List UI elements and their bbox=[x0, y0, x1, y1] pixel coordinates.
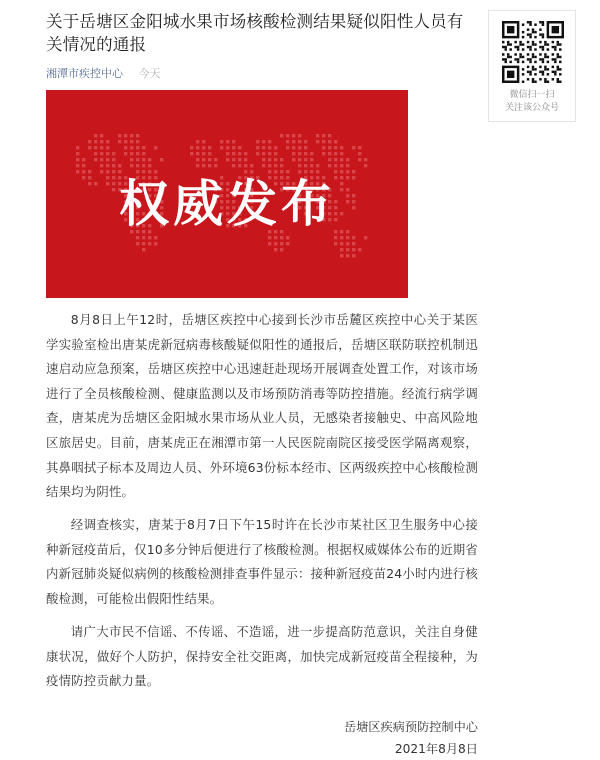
article-body bbox=[46, 308, 478, 694]
banner-title: 权威发布 bbox=[119, 175, 335, 233]
qr-code-icon[interactable] bbox=[502, 21, 564, 83]
article-meta bbox=[46, 66, 478, 82]
qr-card[interactable] bbox=[488, 10, 576, 122]
qr-caption-scan: 微信扫一扫 bbox=[509, 90, 555, 100]
banner-image bbox=[46, 90, 408, 298]
article-title: 关于岳塘区金阳城水果市场核酸检测结果疑似阳性人员有关情况的通报 bbox=[46, 12, 464, 54]
paragraph-1: 8月8日上午12时，岳塘区疾控中心接到长沙市岳麓区疾控中心关于某医学实验室检出唐某虎新冠病毒核酸疑似阳性的通报后，岳塘区联防联控机制迅速启动应急预案，岳塘区疾控中心迅速赶赴现场开展调查处置工作，对该市场进行了全员核酸检测、健康监测以及市场预防消毒等防控措施。经流行病学调查，唐某虎为岳塘区金阳城水果市场从业人员，无感染者接触史、中高风险地区旅居史。目前，唐某虎正在湘潭市第一人民医院南院区接受医学隔离观察，其鼻咽拭子标本及周边人员、外环境63份标本经市、区两级疾控中心核酸检测结果均为阴性。 bbox=[46, 312, 478, 500]
publish-time: 今天 bbox=[138, 67, 161, 80]
paragraph-3: 请广大市民不信谣、不传谣、不造谣，进一步提高防范意识，关注自身健康状况，做好个人防护，保持安全社交距离，加快完成新冠疫苗全程接种，为疫情防控贡献力量。 bbox=[46, 624, 478, 689]
signature-date: 2021年8月8日 bbox=[394, 741, 478, 756]
qr-caption-follow: 关注该公众号 bbox=[504, 103, 559, 113]
qr-caption bbox=[489, 89, 575, 115]
paragraph-2: 经调查核实，唐某于8月7日下午15时许在长沙市某社区卫生服务中心接种新冠疫苗后，仅10多分钟后便进行了核酸检测。根据权威媒体公布的近期省内新冠肺炎疑似病例的核酸检测排查事件显示：接种新冠疫苗24小时内进行核酸检测，可能检出假阳性结果。 bbox=[46, 517, 478, 607]
signature-block bbox=[344, 716, 478, 760]
signature-org: 岳塘区疾病预防控制中心 bbox=[343, 719, 478, 734]
account-name-link[interactable]: 湘潭市疾控中心 bbox=[46, 67, 123, 80]
article bbox=[46, 10, 478, 689]
